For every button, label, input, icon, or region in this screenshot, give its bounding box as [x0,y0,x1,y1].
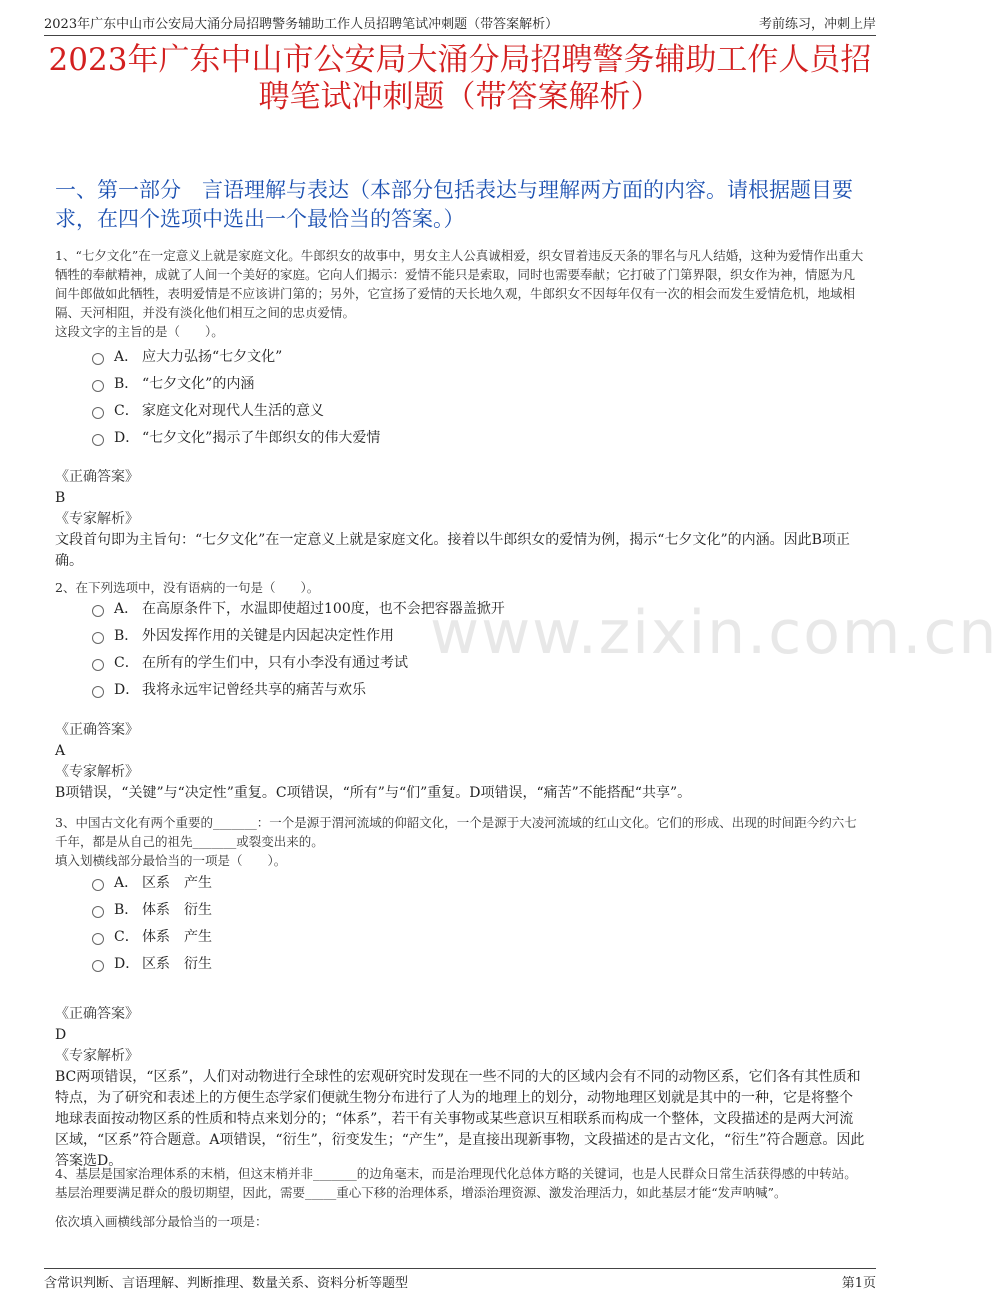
question-3-answer-block [55,1004,865,1172]
question-2-option-a[interactable]: A． 在高原条件下，水温即使超过100度，也不会把容器盖掀开 [92,594,505,621]
answer-label: 《正确答案》 [55,1006,139,1022]
question-1-option-c[interactable]: C． 家庭文化对现代人生活的意义 [92,396,380,423]
question-4-stem: 4、基层是国家治理体系的末梢，但这末梢并非_______的边角毫末，而是治理现代化总体方略的关键词，也是人民群众日常生活获得感的中转站。基层治理要满足群众的殷切期望，因此，需要_____重心下移的治理体系，增添治理资源、激发治理活力，如此基层才能“发声呐喊”。 [55,1166,857,1200]
question-2-answer-block [55,720,865,804]
question-1-answer: B [55,490,66,506]
footer-left-text: 含常识判断、言语理解、判断推理、数量关系、资料分析等题型 [44,1276,409,1291]
page-header [44,8,876,36]
question-2-option-c[interactable]: C． 在所有的学生们中，只有小李没有通过考试 [92,648,505,675]
radio-icon[interactable] [92,659,104,671]
question-3-ask: 填入划横线部分最恰当的一项是（ ）。 [55,853,287,868]
question-1-option-d[interactable]: D． “七夕文化”揭示了牛郎织女的伟大爱情 [92,423,380,450]
watermark: www.zixin.com.cn [430,598,998,668]
question-2-stem: 2、在下列选项中，没有语病的一句是（ ）。 [55,580,320,595]
question-1-option-b[interactable]: B． “七夕文化”的内涵 [92,369,380,396]
question-3-option-b[interactable]: B． 体系 衍生 [92,895,212,922]
section-heading: 一、第一部分 言语理解与表达（本部分包括表达与理解两方面的内容。请根据题目要求，在四个选项中选出一个最恰当的答案。） [55,178,853,231]
question-4 [55,1164,865,1231]
radio-icon[interactable] [92,686,104,698]
answer-label: 《正确答案》 [55,722,139,738]
question-3-option-c[interactable]: C． 体系 产生 [92,922,212,949]
question-3-stem: 3、中国古文化有两个重要的_______：一个是源于渭河流域的仰韶文化，一个是源于大凌河流域的红山文化。它们的形成、出现的时间距今约六七千年，都是从自己的祖先_______或裂变出来的。 [55,815,857,849]
question-2-option-d[interactable]: D． 我将永远牢记曾经共享的痛苦与欢乐 [92,675,505,702]
radio-icon[interactable] [92,879,104,891]
radio-icon[interactable] [92,353,104,365]
question-2-answer: A [55,743,66,759]
radio-icon[interactable] [92,906,104,918]
radio-icon[interactable] [92,407,104,419]
radio-icon[interactable] [92,960,104,972]
page-number: 第1页 [841,1276,876,1291]
question-3-option-a[interactable]: A． 区系 产生 [92,868,212,895]
expert-label: 《专家解析》 [55,511,139,527]
expert-label: 《专家解析》 [55,764,139,780]
question-2-analysis: B项错误，“关键”与“决定性”重复。C项错误，“所有”与“们”重复。D项错误，“痛苦”不能搭配“共享”。 [55,785,692,801]
question-2-options [92,594,505,702]
radio-icon[interactable] [92,933,104,945]
radio-icon[interactable] [92,605,104,617]
question-1-analysis: 文段首句即为主旨句：“七夕文化”在一定意义上就是家庭文化。接着以牛郎织女的爱情为例，揭示“七夕文化”的内涵。因此B项正确。 [55,532,850,569]
question-3-analysis: BC两项错误，“区系”，人们对动物进行全球性的宏观研究时发现在一些不同的大的区域内会有不同的动物区系，它们各有其性质和特点，为了研究和表述上的方便生态学家们便就生物分布进行了人为的地理上的划分，动物地理区划就是其中的一种，它是将整个地球表面按动物区系的性质和特点来划分的；“体系”，若干有关事物或某些意识互相联系而构成一个整体，文段描述的是两大河流区域，“区系”符合题意。A项错误，“衍生”，衍变发生；“产生”，是直接出现新事物，文段描述的是古文化，“衍生”符合题意。因此答案选D。 [55,1069,865,1169]
radio-icon[interactable] [92,434,104,446]
question-1-ask: 这段文字的主旨的是（ ）。 [55,324,224,339]
question-1 [55,246,865,341]
expert-label: 《专家解析》 [55,1048,139,1064]
question-1-stem: 1、“七夕文化”在一定意义上就是家庭文化。牛郎织女的故事中，男女主人公真诚相爱，织女冒着违反天条的罪名与凡人结婚，这种为爱情作出重大牺牲的奉献精神，成就了人间一个美好的家庭。它向人们揭示：爱情不能只是索取，同时也需要奉献；它打破了门第界限，织女作为神，情愿为凡间牛郎做如此牺牲，表明爱情是不应该讲门第的；另外，它宣扬了爱情的天长地久观，牛郎织女不因每年仅有一次的相会而发生爱情危机，地域相隔、天河相阻，并没有淡化他们相互之间的忠贞爱情。 [55,248,864,320]
page-footer [44,1268,876,1291]
question-3-option-d[interactable]: D． 区系 衍生 [92,949,212,976]
answer-label: 《正确答案》 [55,469,139,485]
radio-icon[interactable] [92,380,104,392]
radio-icon[interactable] [92,632,104,644]
question-3 [55,813,865,870]
question-1-option-a[interactable]: A． 应大力弘扬“七夕文化” [92,342,380,369]
question-2-option-b[interactable]: B． 外因发挥作用的关键是内因起决定性作用 [92,621,505,648]
header-left-text: 2023年广东中山市公安局大涌分局招聘警务辅助工作人员招聘笔试冲刺题（带答案解析） [44,17,559,32]
question-1-options [92,342,380,450]
question-4-ask: 依次填入画横线部分最恰当的一项是： [55,1214,268,1229]
header-right-text: 考前练习，冲刺上岸 [758,17,876,32]
question-3-answer: D [55,1027,67,1043]
question-3-options [92,868,212,976]
page-title: 2023年广东中山市公安局大涌分局招聘警务辅助工作人员招聘笔试冲刺题（带答案解析） [48,42,872,115]
question-1-answer-block [55,467,865,572]
